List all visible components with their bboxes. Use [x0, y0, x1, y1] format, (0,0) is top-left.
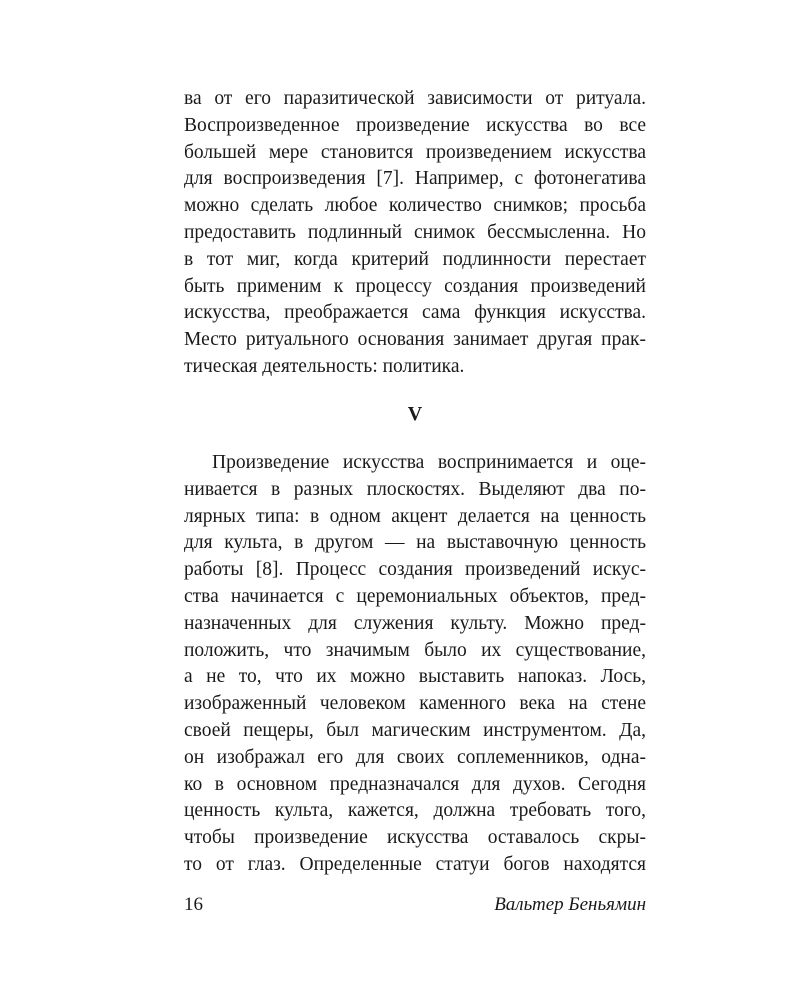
text-line: быть применим к процессу создания произведений — [184, 275, 646, 297]
page-number: 16 — [184, 894, 203, 915]
text-line: он изображал его для своих соплеменников, одна- — [184, 746, 646, 768]
text-line: изображенный человеком каменного века на стене — [184, 693, 646, 715]
text-line: Место ритуального основания занимает другая прак- — [184, 329, 646, 351]
text-line: лярных типа: в одном акцент делается на ценность — [184, 505, 646, 527]
text-line: для культа, в другом — на выставочную ценность — [184, 532, 646, 554]
text-line: ва от его паразитической зависимости от ритуала. — [184, 88, 646, 109]
text-line: ко в основном предназначался для духов. Сегодня — [184, 773, 646, 795]
text-line: ценность культа, кажется, должна требовать того, — [184, 800, 646, 822]
section-heading: V — [407, 403, 423, 425]
running-footer-author: Вальтер Беньямин — [494, 894, 646, 915]
text-line: Воспроизведенное произведение искусства во все — [184, 114, 646, 136]
text-line: назначенных для служения культу. Можно пред- — [184, 612, 646, 634]
text-line: работы [8]. Процесс создания произведений искус- — [184, 559, 646, 581]
text-line: ства начинается с церемониальных объектов, пред- — [184, 585, 646, 607]
text-line: чтобы произведение искусства оставалось скры- — [184, 827, 646, 849]
paragraph-continued — [184, 86, 646, 381]
text-line: а не то, что их можно выставить напоказ. Лось, — [184, 666, 646, 688]
text-line: в тот миг, когда критерий подлинности перестает — [184, 248, 646, 270]
text-line: тическая деятельность: политика. — [184, 355, 465, 377]
text-line: для воспроизведения [7]. Например, с фотонегатива — [184, 168, 646, 190]
paragraph-main — [184, 450, 646, 879]
text-line: большей мере становится произведением искусства — [184, 141, 646, 163]
text-line: предоставить подлинный снимок бессмысленна. Но — [184, 221, 646, 243]
text-line: то от глаз. Определенные статуи богов находятся — [184, 853, 646, 875]
text-line: Произведение искусства воспринимается и оце- — [212, 452, 646, 473]
text-line: нивается в разных плоскостях. Выделяют два по- — [184, 478, 646, 500]
text-line: положить, что значимым было их существование, — [184, 639, 646, 661]
text-line: можно сделать любое количество снимков; просьба — [184, 195, 646, 217]
text-line: искусства, преображается сама функция искусства. — [184, 302, 646, 324]
text-line: своей пещеры, был магическим инструментом. Да, — [184, 719, 646, 741]
